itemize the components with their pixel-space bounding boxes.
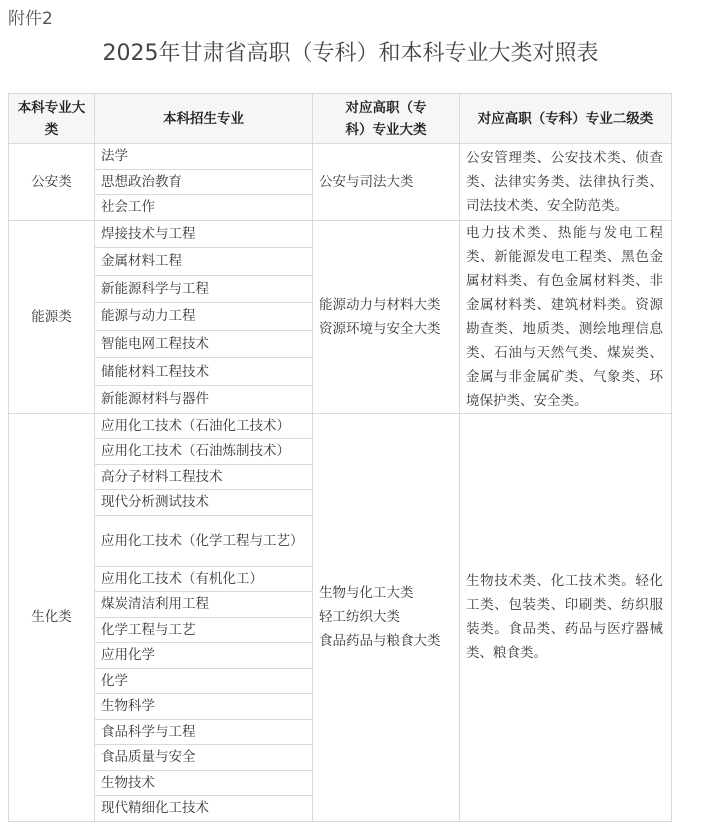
major-cell: 应用化工技术（石油炼制技术）	[95, 439, 313, 465]
vocational-category-line: 能源动力与材料大类	[319, 296, 441, 313]
major-cell: 化学	[95, 668, 313, 694]
major-cell: 社会工作	[95, 195, 313, 221]
category-cell: 能源类	[9, 220, 95, 413]
major-cell: 应用化工技术（化学工程与工艺）	[95, 515, 313, 566]
vocational-subcategory-cell: 生物技术类、化工技术类。轻化工类、包装类、印刷类、纺织服装类。食品类、药品与医疗器械类、粮食类。	[460, 413, 672, 821]
vocational-category-line: 公安与司法大类	[319, 173, 414, 190]
table-header-row	[9, 94, 672, 144]
category-cell: 生化类	[9, 413, 95, 821]
header-vocational-category: 对应高职（专科）专业大类	[313, 94, 460, 144]
major-cell: 生物科学	[95, 694, 313, 720]
vocational-category-cell	[313, 413, 460, 821]
table-row	[9, 413, 672, 439]
major-cell: 智能电网工程技术	[95, 330, 313, 358]
mapping-table	[8, 93, 672, 822]
header-undergrad-category: 本科专业大类	[9, 94, 95, 144]
vocational-category-line: 资源环境与安全大类	[319, 320, 441, 337]
major-cell: 应用化工技术（石油化工技术）	[95, 413, 313, 439]
major-cell: 金属材料工程	[95, 248, 313, 276]
page-title: 2025年甘肃省高职（专科）和本科专业大类对照表	[102, 41, 599, 66]
major-cell: 思想政治教育	[95, 169, 313, 195]
major-cell: 应用化工技术（有机化工）	[95, 566, 313, 592]
attachment-label: 附件2	[8, 9, 53, 29]
major-cell: 法学	[95, 144, 313, 170]
vocational-category-cell	[313, 220, 460, 413]
major-cell: 现代精细化工技术	[95, 796, 313, 822]
table-row	[9, 220, 672, 248]
header-undergrad-major: 本科招生专业	[95, 94, 313, 144]
vocational-category-line: 生物与化工大类	[319, 585, 414, 601]
major-cell: 焊接技术与工程	[95, 220, 313, 248]
vocational-category-line: 食品药品与粮食大类	[319, 633, 441, 649]
major-cell: 现代分析测试技术	[95, 490, 313, 516]
vocational-subcategory-cell: 电力技术类、热能与发电工程类、新能源发电工程类、黑色金属材料类、有色金属材料类、非金属材料类、建筑材料类。资源勘查类、地质类、测绘地理信息类、石油与天然气类、煤炭类、金属与非金属矿类、气象类、环境保护类、安全类。	[460, 220, 672, 413]
vocational-category-cell	[313, 144, 460, 221]
header-vocational-subcategory: 对应高职（专科）专业二级类	[460, 94, 672, 144]
major-cell: 储能材料工程技术	[95, 358, 313, 386]
major-cell: 高分子材料工程技术	[95, 464, 313, 490]
major-cell: 化学工程与工艺	[95, 617, 313, 643]
major-cell: 新能源科学与工程	[95, 275, 313, 303]
major-cell: 煤炭清洁利用工程	[95, 592, 313, 618]
major-cell: 应用化学	[95, 643, 313, 669]
vocational-category-line: 轻工纺织大类	[319, 609, 400, 625]
vocational-subcategory-cell: 公安管理类、公安技术类、侦查类、法律实务类、法律执行类、司法技术类、安全防范类。	[460, 144, 672, 221]
major-cell: 新能源材料与器件	[95, 385, 313, 413]
major-cell: 能源与动力工程	[95, 303, 313, 331]
major-cell: 食品质量与安全	[95, 745, 313, 771]
major-cell: 食品科学与工程	[95, 719, 313, 745]
major-cell: 生物技术	[95, 770, 313, 796]
table-row	[9, 144, 672, 170]
category-cell: 公安类	[9, 144, 95, 221]
